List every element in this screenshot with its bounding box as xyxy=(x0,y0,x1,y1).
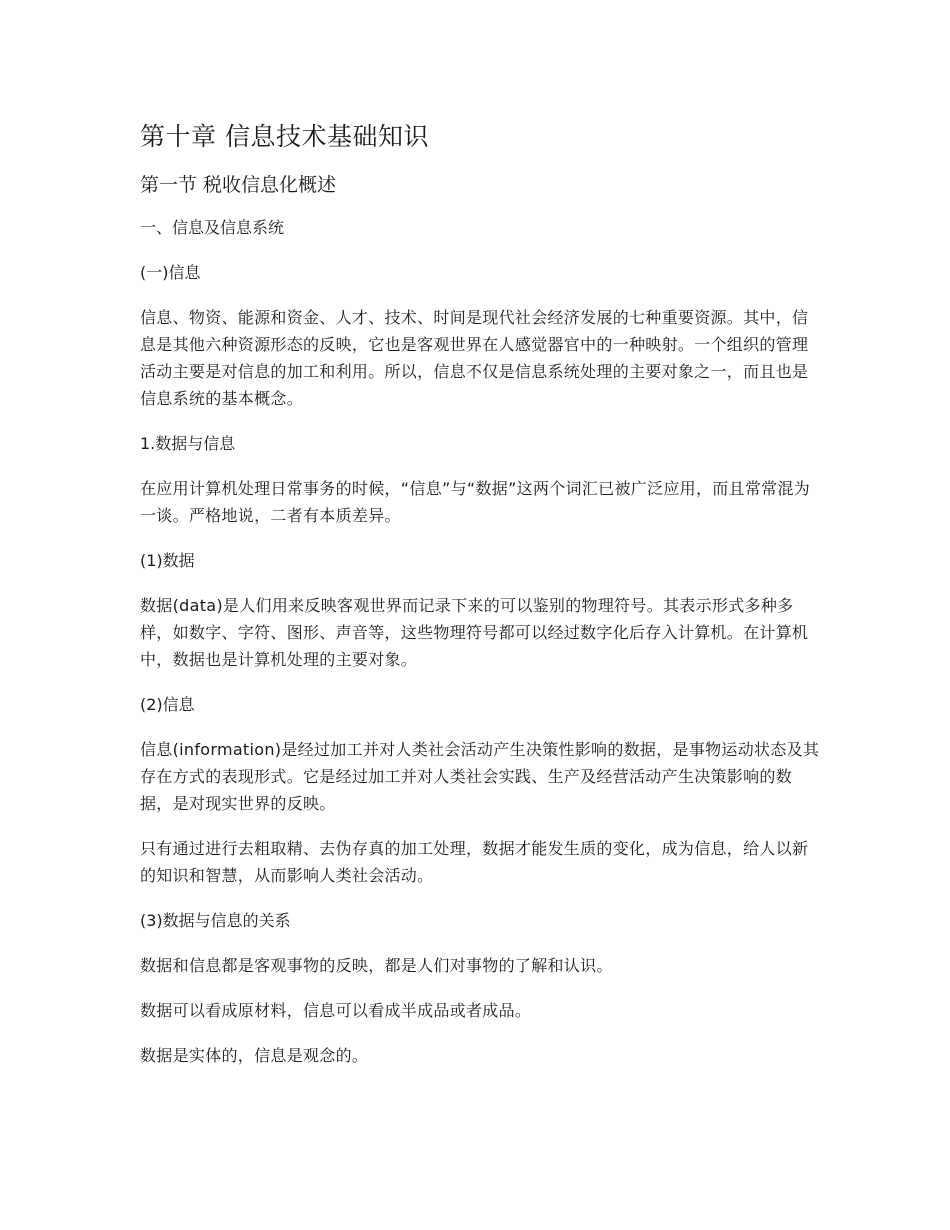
document-body xyxy=(140,118,820,1087)
subsection-heading: (2)信息 xyxy=(140,695,195,714)
body-paragraph: 信息(information)是经过加工并对人类社会活动产生决策性影响的数据，是事物运动状态及其存在方式的表现形式。它是经过加工并对人类社会实践、生产及经营活动产生决策影响的数据，是对现实世界的反映。 xyxy=(140,740,820,813)
subsection-heading: (3)数据与信息的关系 xyxy=(140,911,291,930)
body-paragraph: 数据和信息都是客观事物的反映，都是人们对事物的了解和认识。 xyxy=(140,956,613,975)
body-paragraph: 数据可以看成原材料，信息可以看成半成品或者成品。 xyxy=(140,1001,532,1020)
body-paragraph: 只有通过进行去粗取精、去伪存真的加工处理，数据才能发生质的变化，成为信息，给人以新的知识和智慧，从而影响人类社会活动。 xyxy=(140,839,809,885)
subsection-heading: (1)数据 xyxy=(140,551,195,570)
section-title: 第一节 税收信息化概述 xyxy=(140,174,337,196)
body-paragraph: 在应用计算机处理日常事务的时候，“信息”与“数据”这两个词汇已被广泛应用，而且常常混为一谈。严格地说，二者有本质差异。 xyxy=(140,479,811,525)
chapter-title: 第十章 信息技术基础知识 xyxy=(140,122,429,151)
subsection-heading: (一)信息 xyxy=(140,263,201,282)
body-paragraph: 数据是实体的，信息是观念的。 xyxy=(140,1046,369,1065)
subsection-heading: 一、信息及信息系统 xyxy=(140,218,285,237)
subsection-heading: 1.数据与信息 xyxy=(140,434,236,453)
body-paragraph: 信息、物资、能源和资金、人才、技术、时间是现代社会经济发展的七种重要资源。其中，信息是其他六种资源形态的反映，它也是客观世界在人感觉器官中的一种映射。一个组织的管理活动主要是对信息的加工和利用。所以，信息不仅是信息系统处理的主要对象之一，而且也是信息系统的基本概念。 xyxy=(140,308,809,408)
body-paragraph: 数据(data)是人们用来反映客观世界而记录下来的可以鉴别的物理符号。其表示形式多种多样，如数字、字符、图形、声音等，这些物理符号都可以经过数字化后存入计算机。在计算机中，数据也是计算机处理的主要对象。 xyxy=(140,596,809,669)
